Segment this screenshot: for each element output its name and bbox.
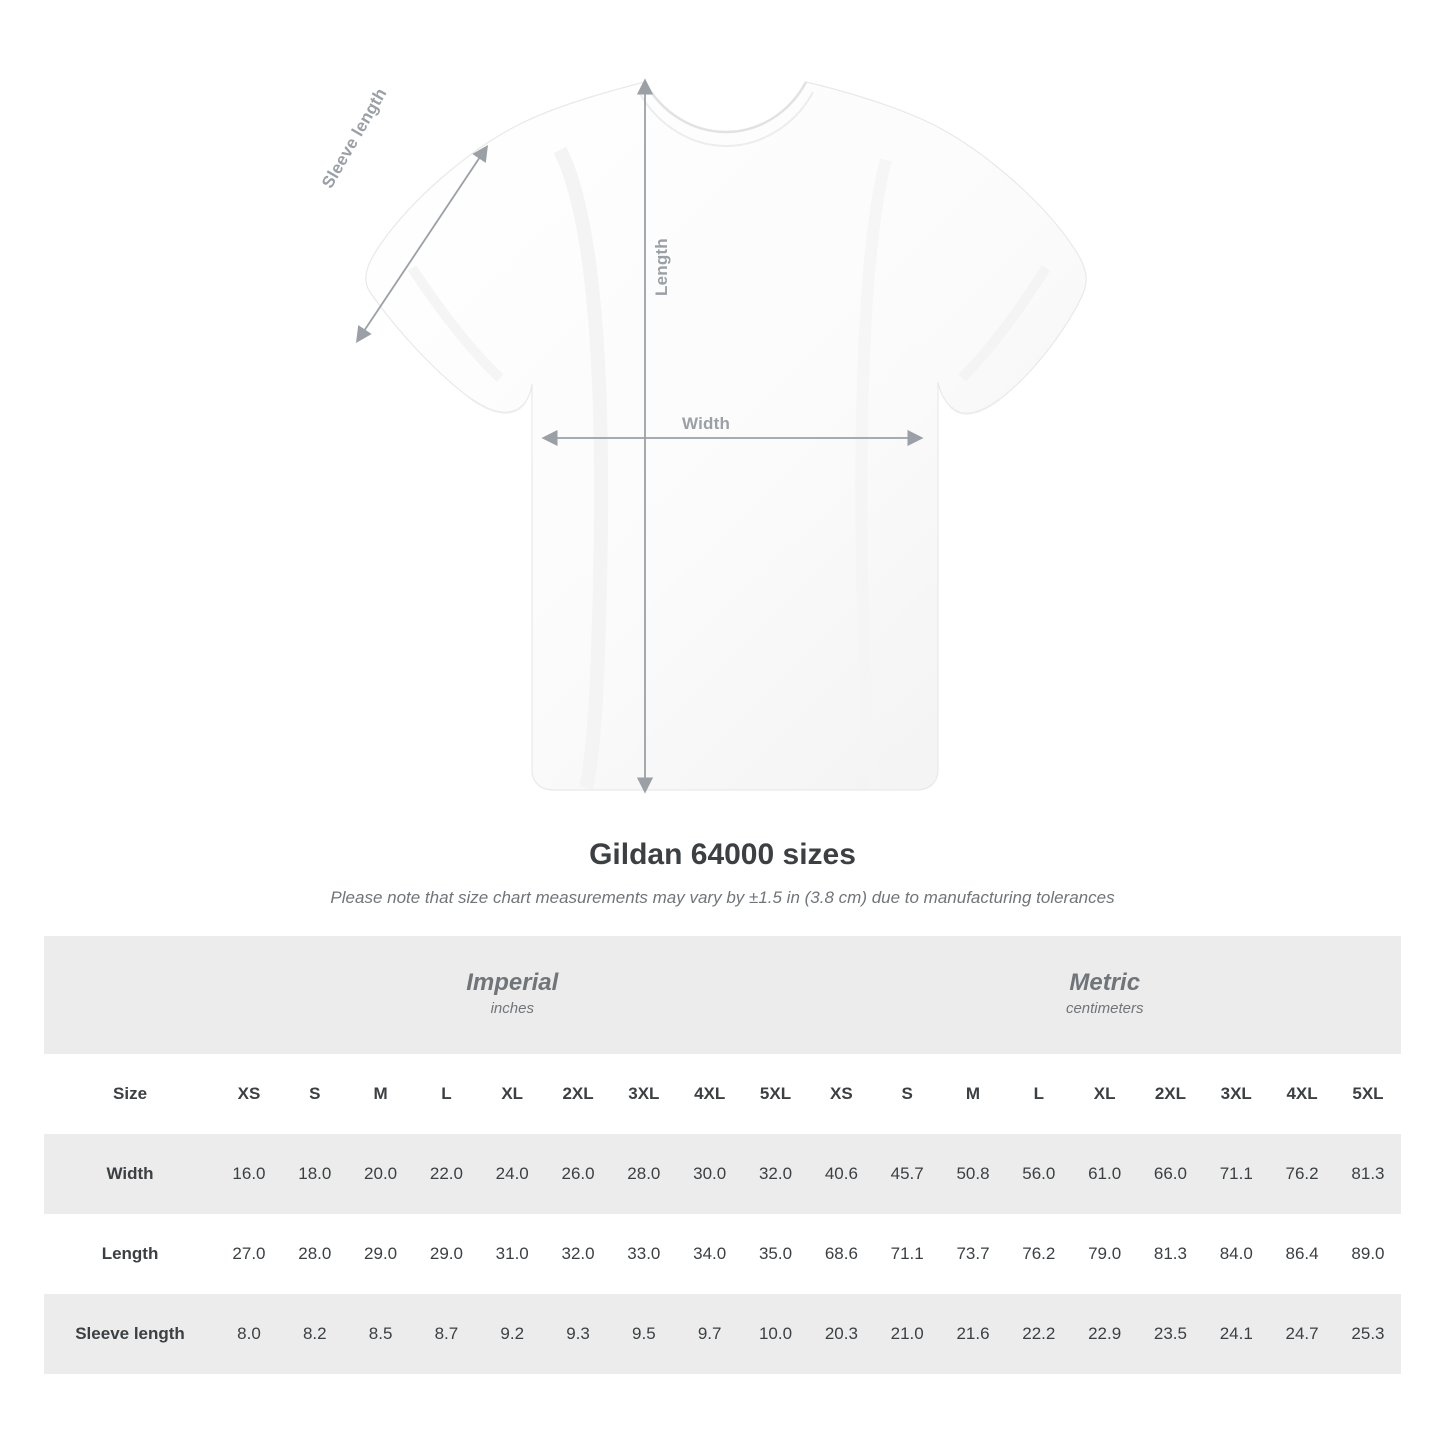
cell-width-5xl: 32.0 [743, 1134, 809, 1214]
unit-sub-metric: centimeters [1065, 999, 1144, 1017]
unit-header-metric [808, 936, 1401, 1054]
length-label: Length [652, 238, 671, 296]
size-header-cell: XS [808, 1054, 874, 1134]
cell-width-2xl-cm: 66.0 [1138, 1134, 1204, 1214]
size-header-cell: 4XL [1269, 1054, 1335, 1134]
cell-width-m-cm: 50.8 [940, 1134, 1006, 1214]
cell-length-xl-cm: 79.0 [1072, 1214, 1138, 1294]
cell-length-s: 28.0 [282, 1214, 348, 1294]
unit-sub-imperial: inches [490, 999, 534, 1017]
cell-length-s-cm: 71.1 [874, 1214, 940, 1294]
size-header-cell: S [282, 1054, 348, 1134]
cell-width-5xl-cm: 81.3 [1335, 1134, 1401, 1214]
cell-width-s: 18.0 [282, 1134, 348, 1214]
table-row [44, 1294, 1401, 1374]
cell-sleeve-5xl: 10.0 [743, 1294, 809, 1374]
size-header-cell: 2XL [1138, 1054, 1204, 1134]
cell-sleeve-xs: 8.0 [216, 1294, 282, 1374]
cell-length-l: 29.0 [414, 1214, 480, 1294]
size-header-cell: 3XL [611, 1054, 677, 1134]
cell-width-4xl: 30.0 [677, 1134, 743, 1214]
size-header-cell: M [348, 1054, 414, 1134]
size-header-cell: M [940, 1054, 1006, 1134]
cell-width-2xl: 26.0 [545, 1134, 611, 1214]
cell-sleeve-xs-cm: 20.3 [808, 1294, 874, 1374]
table-row [44, 1214, 1401, 1294]
cell-length-3xl-cm: 84.0 [1203, 1214, 1269, 1294]
unit-header-spacer [44, 936, 216, 1054]
size-header-row [44, 1054, 1401, 1134]
cell-sleeve-m: 8.5 [348, 1294, 414, 1374]
size-header-cell: XL [1072, 1054, 1138, 1134]
cell-length-2xl-cm: 81.3 [1138, 1214, 1204, 1294]
unit-header-imperial [216, 936, 808, 1054]
cell-width-xl: 24.0 [479, 1134, 545, 1214]
size-header-cell: XL [479, 1054, 545, 1134]
size-chart-table [44, 936, 1401, 1374]
cell-length-xl: 31.0 [479, 1214, 545, 1294]
cell-length-xs-cm: 68.6 [808, 1214, 874, 1294]
unit-name-metric: Metric [1069, 969, 1141, 997]
cell-sleeve-xl: 9.2 [479, 1294, 545, 1374]
cell-sleeve-2xl: 9.3 [545, 1294, 611, 1374]
size-header-cell: 4XL [677, 1054, 743, 1134]
row-label-sleeve-length: Sleeve length [44, 1294, 216, 1374]
row-label-length: Length [44, 1214, 216, 1294]
size-header-cell: XS [216, 1054, 282, 1134]
cell-sleeve-5xl-cm: 25.3 [1335, 1294, 1401, 1374]
cell-length-m-cm: 73.7 [940, 1214, 1006, 1294]
cell-width-m: 20.0 [348, 1134, 414, 1214]
size-header-cell: 2XL [545, 1054, 611, 1134]
page-title: Gildan 64000 sizes [589, 838, 856, 871]
cell-length-2xl: 32.0 [545, 1214, 611, 1294]
size-chart-table-wrapper [44, 936, 1401, 1374]
tolerance-note: Please note that size chart measurements may vary by ±1.5 in (3.8 cm) due to manufacturing tolerances [330, 888, 1115, 907]
size-header-cell: 5XL [1335, 1054, 1401, 1134]
cell-width-xs: 16.0 [216, 1134, 282, 1214]
unit-header-row [44, 936, 1401, 1054]
width-label: Width [682, 414, 731, 433]
cell-sleeve-4xl: 9.7 [677, 1294, 743, 1374]
cell-length-m: 29.0 [348, 1214, 414, 1294]
cell-width-s-cm: 45.7 [874, 1134, 940, 1214]
cell-length-l-cm: 76.2 [1006, 1214, 1072, 1294]
size-corner-label: Size [44, 1054, 216, 1134]
cell-width-4xl-cm: 76.2 [1269, 1134, 1335, 1214]
table-row [44, 1134, 1401, 1214]
cell-sleeve-xl-cm: 22.9 [1072, 1294, 1138, 1374]
cell-length-4xl: 34.0 [677, 1214, 743, 1294]
cell-width-l: 22.0 [414, 1134, 480, 1214]
size-header-cell: S [874, 1054, 940, 1134]
cell-length-3xl: 33.0 [611, 1214, 677, 1294]
cell-width-xs-cm: 40.6 [808, 1134, 874, 1214]
title-block [0, 838, 1445, 908]
sleeve-length-label: Sleeve length [318, 84, 391, 192]
cell-sleeve-m-cm: 21.6 [940, 1294, 1006, 1374]
size-header-cell: L [1006, 1054, 1072, 1134]
size-header-cell: 5XL [743, 1054, 809, 1134]
cell-sleeve-s-cm: 21.0 [874, 1294, 940, 1374]
cell-length-5xl: 35.0 [743, 1214, 809, 1294]
cell-sleeve-2xl-cm: 23.5 [1138, 1294, 1204, 1374]
cell-sleeve-s: 8.2 [282, 1294, 348, 1374]
cell-width-l-cm: 56.0 [1006, 1134, 1072, 1214]
size-header-cell: 3XL [1203, 1054, 1269, 1134]
cell-sleeve-3xl: 9.5 [611, 1294, 677, 1374]
cell-sleeve-4xl-cm: 24.7 [1269, 1294, 1335, 1374]
row-label-width: Width [44, 1134, 216, 1214]
cell-length-xs: 27.0 [216, 1214, 282, 1294]
cell-width-xl-cm: 61.0 [1072, 1134, 1138, 1214]
size-header-cell: L [414, 1054, 480, 1134]
cell-length-5xl-cm: 89.0 [1335, 1214, 1401, 1294]
cell-sleeve-l-cm: 22.2 [1006, 1294, 1072, 1374]
cell-sleeve-3xl-cm: 24.1 [1203, 1294, 1269, 1374]
cell-width-3xl: 28.0 [611, 1134, 677, 1214]
cell-length-4xl-cm: 86.4 [1269, 1214, 1335, 1294]
cell-sleeve-l: 8.7 [414, 1294, 480, 1374]
unit-name-imperial: Imperial [466, 969, 559, 997]
cell-width-3xl-cm: 71.1 [1203, 1134, 1269, 1214]
